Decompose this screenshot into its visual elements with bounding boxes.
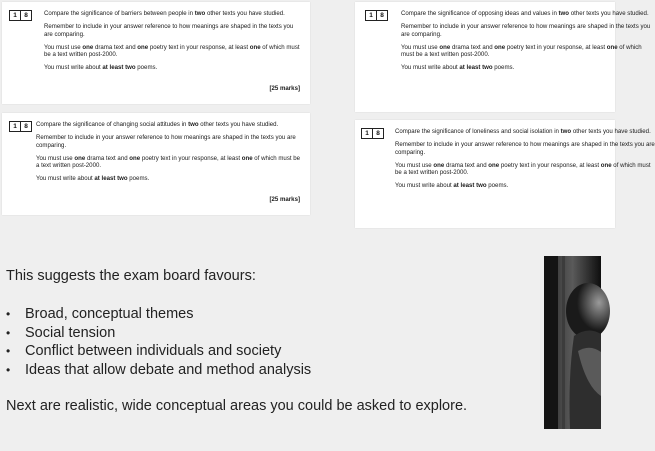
list-item: • Broad, conceptual themes	[6, 306, 194, 322]
question-prompt: Compare the significance of barriers between people in two other texts you have studied.	[44, 10, 285, 17]
bullet-icon: •	[6, 325, 11, 340]
bullet-icon: •	[6, 344, 11, 358]
question-requirement: You must use one drama text and one poetry text in your response, at least one of which must be a text written post-2000.	[36, 154, 301, 170]
marks-label: [25 marks]	[269, 85, 300, 92]
question-remember: Remember to include in your answer reference to how meanings are shaped in the texts you are comparing.	[36, 134, 296, 149]
bullet-list	[6, 305, 311, 379]
question-text	[395, 128, 655, 196]
question-card-opposing-ideas	[355, 2, 651, 112]
bullet-icon: •	[6, 307, 11, 321]
question-text	[36, 121, 302, 189]
slide-footer-text: Next are realistic, wide conceptual areas you could be asked to explore.	[6, 398, 468, 414]
list-item: • Social tension	[6, 324, 116, 341]
question-number-box: 1 8	[9, 121, 32, 132]
list-item: • Ideas that allow debate and method analysis	[6, 361, 312, 378]
question-requirement: You must use one drama text and one poetry text in your response, at least one of which must be a text written post-2000.	[395, 161, 651, 177]
question-prompt: Compare the significance of opposing ideas and values in two other texts you have studied.	[401, 10, 649, 17]
photo-figure-graphic	[544, 256, 601, 429]
question-poems: You must write about at least two poems.	[401, 64, 515, 72]
question-text	[401, 10, 655, 78]
question-remember: Remember to include in your answer reference to how meanings are shaped in the texts you are comparing.	[395, 141, 655, 156]
photo-image	[544, 256, 601, 429]
question-prompt: Compare the significance of changing social attitudes in two other texts you have studied.	[36, 121, 279, 128]
question-card-social-attitudes	[2, 113, 310, 215]
marks-label: [25 marks]	[269, 196, 300, 203]
question-number-box: 1 8	[365, 10, 388, 21]
question-number-box: 1 8	[361, 128, 384, 139]
question-poems: You must write about at least two poems.	[44, 64, 158, 72]
question-number-box: 1 8	[9, 10, 32, 21]
list-item: • Conflict between individuals and society	[6, 343, 282, 359]
question-remember: Remember to include in your answer reference to how meanings are shaped in the texts you are comparing.	[44, 23, 294, 38]
question-poems: You must write about at least two poems.	[395, 182, 509, 190]
question-card-loneliness	[355, 120, 655, 228]
question-card-barriers	[2, 2, 310, 104]
question-text	[44, 10, 302, 78]
question-requirement: You must use one drama text and one poetry text in your response, at least one of which must be a text written post-2000.	[44, 43, 300, 59]
bullet-icon: •	[6, 362, 11, 377]
question-poems: You must write about at least two poems.	[36, 175, 150, 183]
question-requirement: You must use one drama text and one poetry text in your response, at least one of which must be a text written post-2000.	[401, 43, 642, 59]
slide-heading: This suggests the exam board favours:	[6, 268, 256, 284]
question-prompt: Compare the significance of loneliness and social isolation in two other texts you have studied.	[395, 128, 651, 135]
question-remember: Remember to include in your answer reference to how meanings are shaped in the texts you are comparing.	[401, 23, 651, 38]
